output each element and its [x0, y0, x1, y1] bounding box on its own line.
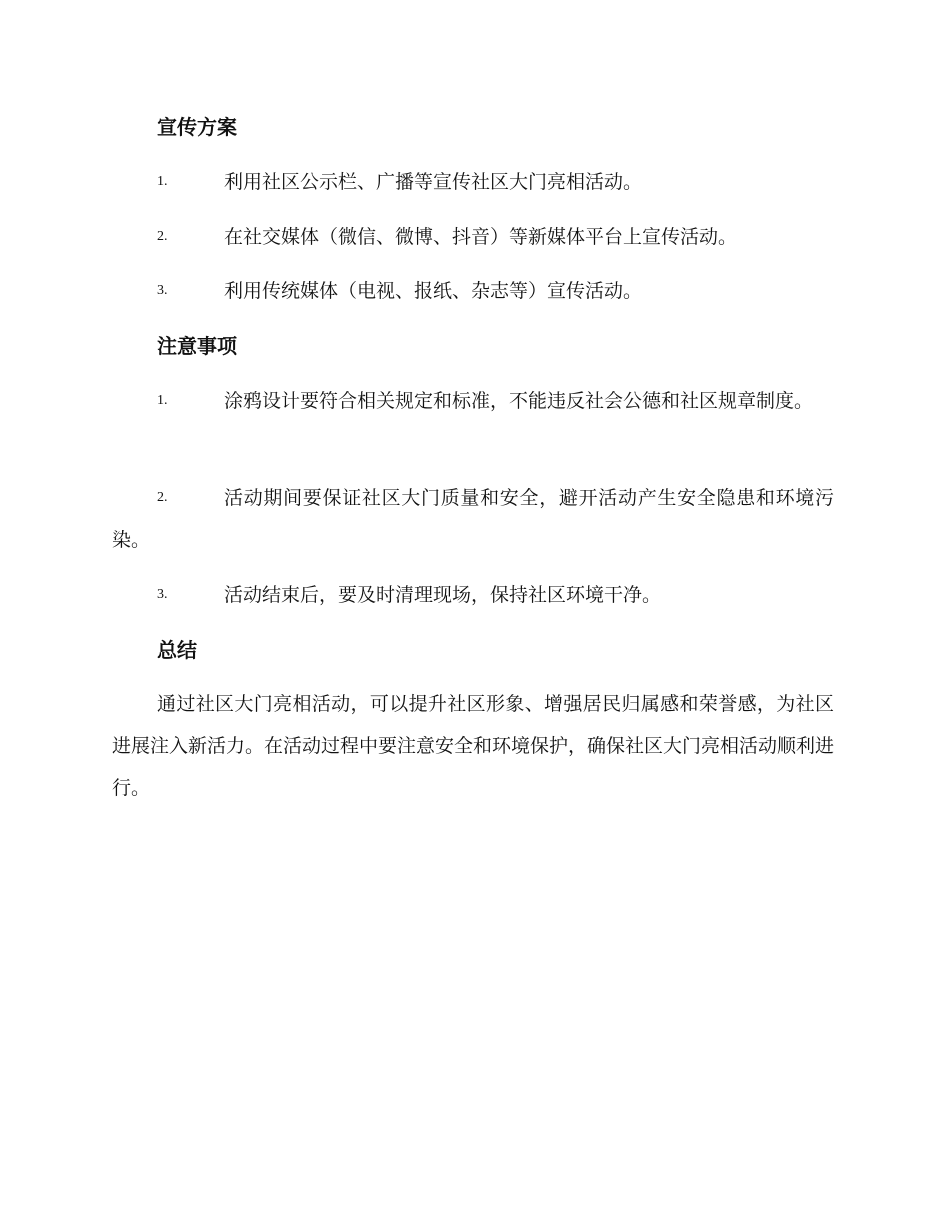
list-item-text: 在社交媒体（微信、微博、抖音）等新媒体平台上宣传活动。 — [224, 226, 738, 248]
list-item-number: 2. — [157, 229, 168, 244]
section-heading-publicity: 宣传方案 — [157, 115, 237, 139]
list-item-number: 3. — [157, 283, 168, 298]
list-item-text: 利用社区公示栏、广播等宣传社区大门亮相活动。 — [224, 171, 643, 193]
list-item-number: 1. — [157, 174, 168, 189]
list-item — [112, 384, 834, 422]
list-item-number: 3. — [157, 587, 168, 602]
section-heading-summary: 总结 — [157, 638, 197, 662]
section-heading-notes: 注意事项 — [157, 334, 237, 358]
list-item-text: 涂鸦设计要符合相关规定和标准，不能违反社会公德和社区规章制度。 — [224, 390, 814, 412]
list-item-text: 利用传统媒体（电视、报纸、杂志等）宣传活动。 — [224, 280, 643, 302]
list-item-number: 2. — [157, 490, 168, 505]
list-item — [112, 481, 834, 561]
list-item-text: 活动结束后，要及时清理现场，保持社区环境干净。 — [224, 584, 662, 606]
summary-paragraph: 通过社区大门亮相活动，可以提升社区形象、增强居民归属感和荣誉感，为社区进展注入新活力。在活动过程中要注意安全和环境保护，确保社区大门亮相活动顺利进行。 — [112, 693, 835, 799]
list-item-text: 活动期间要保证社区大门质量和安全，避开活动产生安全隐患和环境污染。 — [112, 487, 834, 551]
list-item-number: 1. — [157, 393, 168, 408]
